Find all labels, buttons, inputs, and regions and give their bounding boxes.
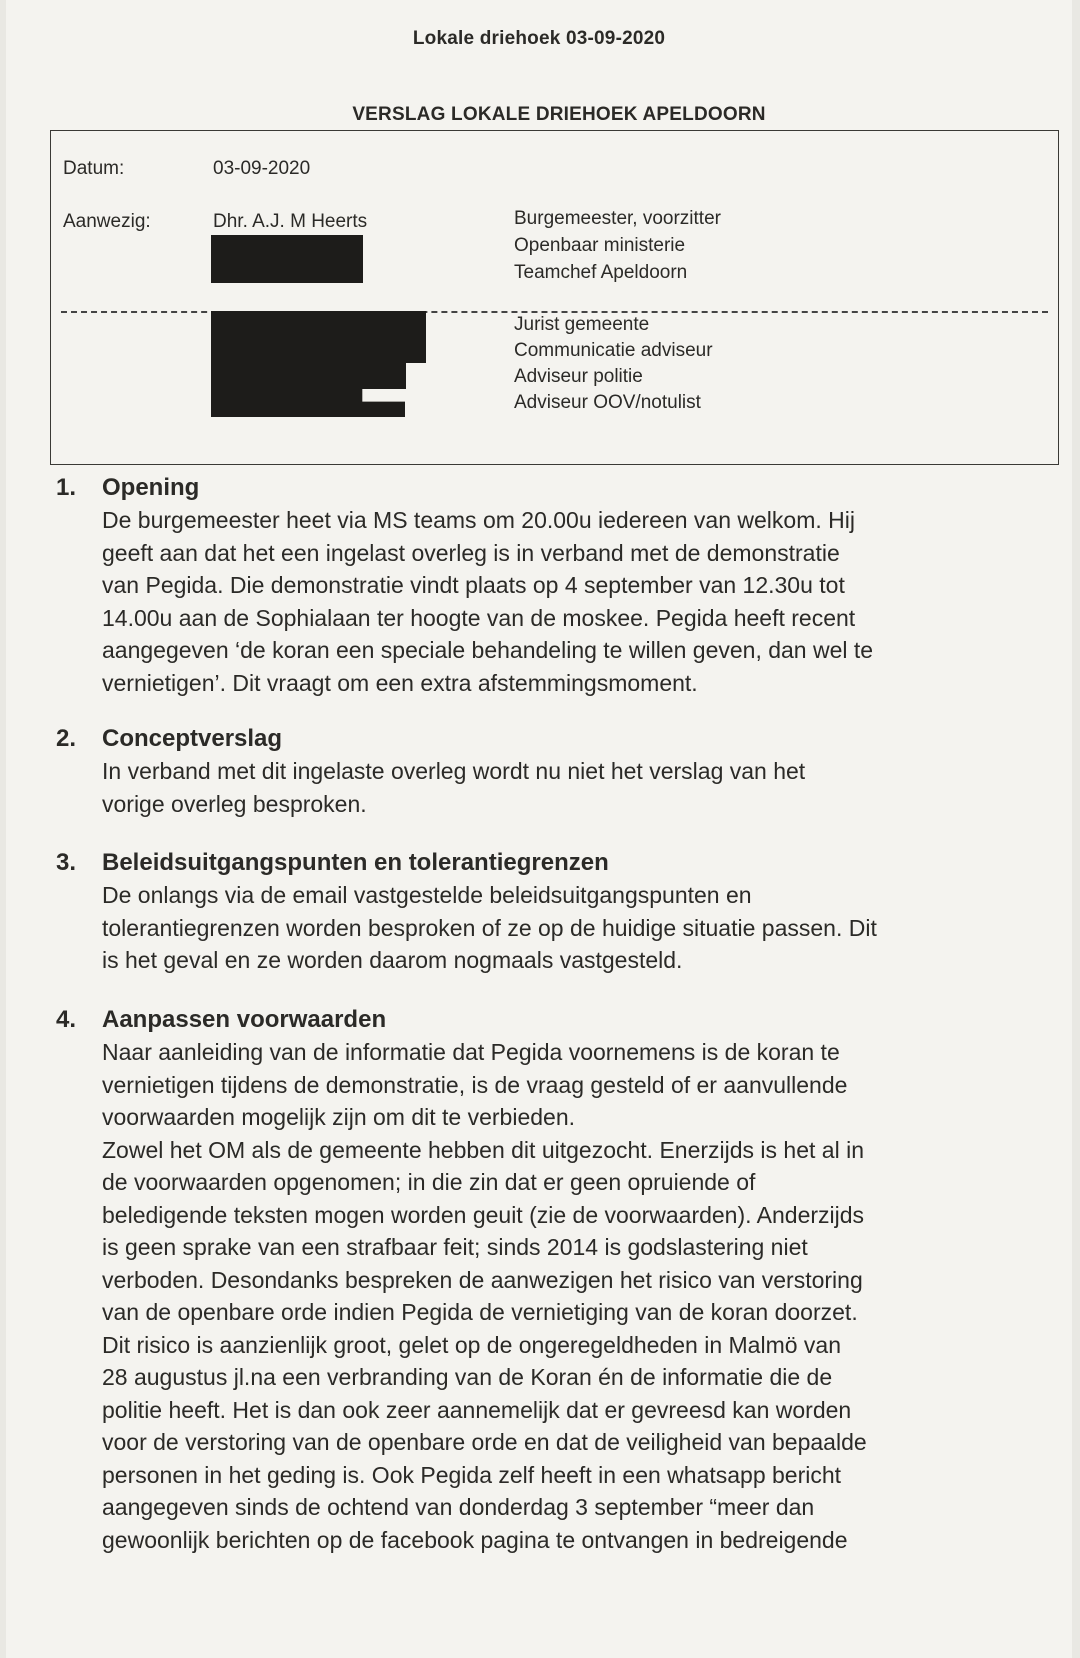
redaction-block (211, 311, 426, 363)
body-line: Dit risico is aanzienlijk groot, gelet op de ongeregeldheden in Malmö van (102, 1331, 841, 1358)
role-teamchef: Teamchef Apeldoorn (514, 262, 688, 283)
body-line: vernietigen tijdens de demonstratie, is de vraag gesteld of er aanvullende (102, 1071, 848, 1098)
body-line: voor de verstoring van de openbare orde en dat de veiligheid van bepaalde (102, 1429, 867, 1455)
section-title: Aanpassen voorwaarden (102, 1006, 387, 1033)
aanwezig-label: Aanwezig: (63, 211, 151, 232)
attendance-box (50, 130, 1059, 465)
body-line: 14.00u aan de Sophialaan ter hoogte van de moskee. Pegida heeft recent (102, 604, 856, 631)
page-header: Lokale driehoek 03-09-2020 (412, 28, 666, 49)
body-line: personen in het geding is. Ook Pegida zelf heeft in een whatsapp bericht (102, 1461, 842, 1488)
redaction-block (211, 389, 405, 417)
section-aanpassen-voorwaarden (56, 1004, 1066, 1556)
section-body (102, 504, 1066, 699)
section-body (102, 879, 1066, 977)
aanwezig-name: Dhr. A.J. M Heerts (213, 211, 368, 232)
body-line: vorige overleg besproken. (102, 790, 367, 817)
body-line: politie heeft. Het is dan ook zeer aannemelijk dat er gevreesd kan worden (102, 1396, 852, 1423)
body-line: aangegeven sinds de ochtend van donderdag 3 september “meer dan (102, 1494, 815, 1520)
role-prosecution: Openbaar ministerie (514, 235, 686, 256)
report-title: VERSLAG LOKALE DRIEHOEK APELDOORN (352, 104, 766, 125)
section-title: Opening (102, 474, 200, 501)
role-police: Adviseur politie (514, 366, 643, 387)
section-body (102, 755, 1066, 820)
body-line: gewoonlijk berichten op de facebook pagina te ontvangen in bedreigende (102, 1526, 848, 1553)
body-line: van de openbare orde indien Pegida de vernietiging van de koran doorzet. (102, 1299, 858, 1325)
body-line: van Pegida. Die demonstratie vindt plaats op 4 september van 12.30u tot (102, 572, 845, 598)
section-number: 3. (56, 849, 77, 876)
section-beleidsuitgangspunten (56, 847, 1066, 977)
section-conceptverslag (56, 723, 1066, 820)
section-number: 4. (56, 1006, 77, 1033)
datum-value: 03-09-2020 (213, 158, 311, 179)
body-line: geeft aan dat het een ingelast overleg is in verband met de demonstratie (102, 539, 840, 566)
role-mayor: Burgemeester, voorzitter (514, 208, 721, 229)
datum-label: Datum: (63, 158, 125, 179)
section-title: Beleidsuitgangspunten en tolerantiegrenzen (102, 849, 609, 876)
document-page (6, 0, 1072, 1658)
body-line: is geen sprake van een strafbaar feit; sinds 2014 is godslastering niet (102, 1234, 808, 1260)
section-number: 1. (56, 474, 77, 501)
body-line: voorwaarden mogelijk zijn om dit te verbieden. (102, 1104, 576, 1130)
body-line: is het geval en ze worden daarom nogmaals vastgesteld. (102, 947, 683, 973)
body-line: de voorwaarden opgenomen; in die zin dat er geen opruiende of (102, 1169, 756, 1195)
body-line: De burgemeester heet via MS teams om 20.00u iedereen van welkom. Hij (102, 507, 855, 533)
body-line: verboden. Desondanks bespreken de aanwezigen het risico van verstoring (102, 1266, 863, 1293)
body-line: In verband met dit ingelaste overleg wordt nu niet het verslag van het (102, 758, 806, 784)
body-line: tolerantiegrenzen worden besproken of ze op de huidige situatie passen. Dit (102, 914, 877, 941)
section-number: 2. (56, 725, 77, 752)
role-oov: Adviseur OOV/notulist (514, 392, 701, 413)
body-line: vernietigen’. Dit vraagt om een extra afstemmingsmoment. (102, 669, 698, 696)
redaction-block (211, 363, 406, 389)
body-line: 28 augustus jl.na een verbranding van de Koran én de informatie die de (102, 1364, 833, 1390)
body-line: De onlangs via de email vastgestelde beleidsuitgangspunten en (102, 882, 752, 908)
role-communication: Communicatie adviseur (514, 340, 713, 361)
role-jurist: Jurist gemeente (514, 314, 650, 335)
body-line: Naar aanleiding van de informatie dat Pegida voornemens is de koran te (102, 1039, 840, 1065)
body-line: Zowel het OM als de gemeente hebben dit uitgezocht. Enerzijds is het al in (102, 1136, 864, 1163)
body-line: aangegeven ‘de koran een speciale behandeling te willen geven, dan wel te (102, 637, 874, 663)
body-line: beledigende teksten mogen worden geuit (zie de voorwaarden). Anderzijds (102, 1201, 865, 1228)
redaction-block (211, 235, 363, 283)
section-body (102, 1036, 1066, 1556)
section-title: Conceptverslag (102, 725, 283, 752)
dashed-divider (61, 311, 1048, 313)
section-opening (56, 472, 1066, 699)
